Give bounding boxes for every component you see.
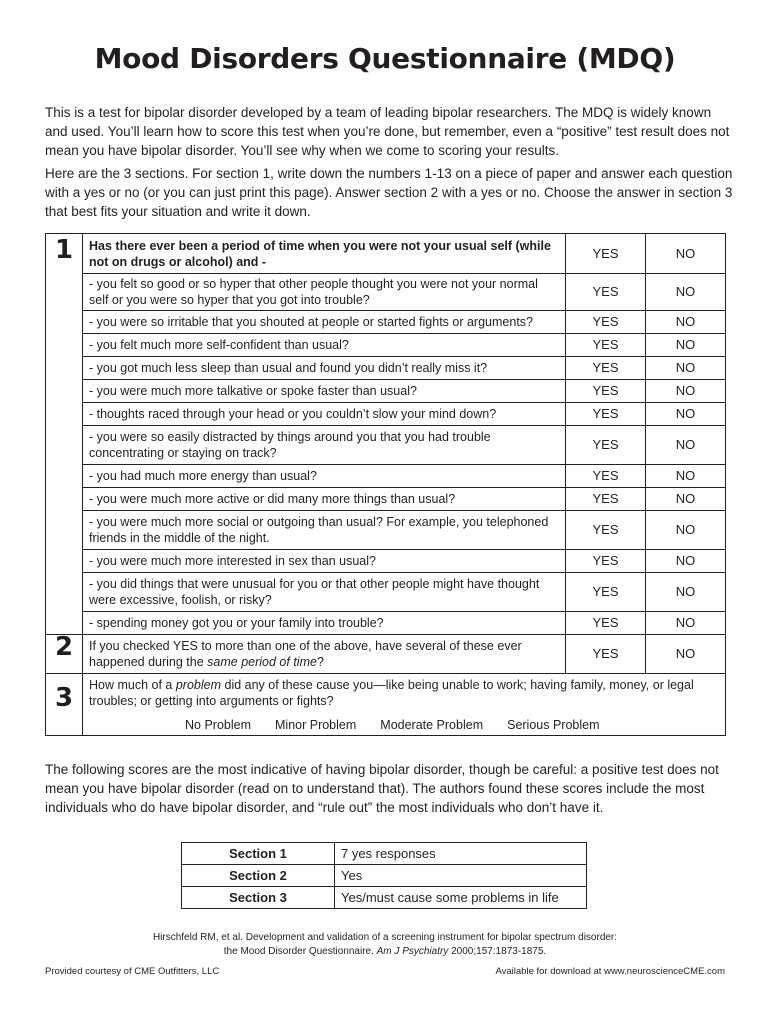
score-criterion: Yes	[335, 865, 587, 887]
yes-option[interactable]: YES	[566, 550, 646, 573]
intro-paragraph: This is a test for bipolar disorder developed by a team of leading bipolar researchers. The MDQ is widely known and used. You’ll learn how to score this test when you’re done, but remember, even a “positive” test result does not mean you have bipolar disorder. You’ll see why when we come to scoring your results.	[45, 105, 730, 158]
section1-heading: Has there ever been a period of time when you were not your usual self (while not on drugs or alcohol) and -	[83, 234, 566, 274]
yes-option[interactable]: YES	[566, 488, 646, 511]
question-row	[46, 488, 726, 511]
no-option[interactable]: NO	[646, 550, 726, 573]
no-option[interactable]: NO	[646, 573, 726, 612]
yes-option[interactable]: YES	[566, 311, 646, 334]
section3-question: How much of a problem did any of these cause you—like being unable to work; having family, money, or legal troubles; or getting into arguments or fights?	[89, 678, 694, 708]
question-row	[46, 334, 726, 357]
yes-option[interactable]: YES	[566, 612, 646, 635]
no-option[interactable]: NO	[646, 403, 726, 426]
score-criterion: Yes/must cause some problems in life	[335, 887, 587, 909]
no-option[interactable]: NO	[646, 311, 726, 334]
question-text: - you were so easily distracted by things around you that you had trouble concentrating or staying on track?	[83, 426, 566, 465]
question-text: - you felt much more self-confident than usual?	[83, 334, 566, 357]
question-text: - you felt so good or so hyper that other people thought you were not your normal self or you were so hyper that you got into trouble?	[83, 274, 566, 311]
no-option[interactable]: NO	[646, 357, 726, 380]
yes-option[interactable]: YES	[566, 426, 646, 465]
yes-option[interactable]: YES	[566, 334, 646, 357]
citation	[0, 931, 770, 959]
citation-line-2: the Mood Disorder Questionnaire. Am J Psychiatry 2000;157:1873-1875.	[223, 946, 547, 957]
scoring-paragraph: The following scores are the most indicative of having bipolar disorder, though be careful: a positive test does not mean you have bipolar disorder (read on to understand that). The authors found these scores include the most individuals who do have bipolar disorder, and “rule out” the most individuals who don’t have it.	[45, 762, 719, 815]
yes-option[interactable]: YES	[566, 573, 646, 612]
section2-number: 2	[46, 635, 83, 674]
question-text: - you were much more active or did many more things than usual?	[83, 488, 566, 511]
question-row	[46, 426, 726, 465]
score-section: Section 3	[182, 887, 335, 909]
question-row	[46, 274, 726, 311]
yes-option[interactable]: YES	[566, 511, 646, 550]
yes-option[interactable]: YES	[566, 635, 646, 674]
page-title: Mood Disorders Questionnaire (MDQ)	[94, 42, 676, 75]
option-serious-problem[interactable]: Serious Problem	[507, 718, 600, 732]
yes-option[interactable]: YES	[566, 357, 646, 380]
citation-line-1: Hirschfeld RM, et al. Development and validation of a screening instrument for bipolar spectrum disorder:	[152, 932, 618, 943]
score-criterion: 7 yes responses	[335, 843, 587, 865]
question-text: - you were so irritable that you shouted at people or started fights or arguments?	[83, 311, 566, 334]
section3-options	[89, 717, 719, 733]
section1-number: 1	[46, 234, 83, 635]
no-option[interactable]: NO	[646, 612, 726, 635]
question-row	[46, 465, 726, 488]
yes-option[interactable]: YES	[566, 380, 646, 403]
score-row	[182, 843, 587, 865]
footer-courtesy: Provided courtesy of CME Outfitters, LLC	[45, 966, 220, 977]
option-moderate-problem[interactable]: Moderate Problem	[380, 718, 484, 732]
section1-heading-row	[46, 234, 726, 274]
yes-option[interactable]: YES	[566, 403, 646, 426]
question-text: - spending money got you or your family into trouble?	[83, 612, 566, 635]
section3-number: 3	[46, 674, 83, 736]
question-row	[46, 403, 726, 426]
no-option[interactable]: NO	[646, 488, 726, 511]
option-minor-problem[interactable]: Minor Problem	[275, 718, 357, 732]
score-row	[182, 887, 587, 909]
question-row	[46, 357, 726, 380]
question-row	[46, 311, 726, 334]
no-option[interactable]: NO	[646, 234, 726, 274]
no-option[interactable]: NO	[646, 380, 726, 403]
footer-download-link[interactable]: Available for download at www.neuroscienceCME.com	[495, 966, 725, 977]
question-row	[46, 550, 726, 573]
scores-table	[181, 842, 587, 909]
section3-row	[46, 674, 726, 736]
no-option[interactable]: NO	[646, 426, 726, 465]
question-row	[46, 380, 726, 403]
question-row	[46, 612, 726, 635]
yes-option[interactable]: YES	[566, 274, 646, 311]
no-option[interactable]: NO	[646, 465, 726, 488]
yes-option[interactable]: YES	[566, 465, 646, 488]
option-no-problem[interactable]: No Problem	[185, 718, 251, 732]
yes-option[interactable]: YES	[566, 234, 646, 274]
section3-cell	[83, 674, 726, 736]
question-text: - you were much more social or outgoing than usual? For example, you telephoned friends in the middle of the night.	[83, 511, 566, 550]
question-text: - you got much less sleep than usual and found you didn’t really miss it?	[83, 357, 566, 380]
score-row	[182, 865, 587, 887]
score-section: Section 2	[182, 865, 335, 887]
question-text: - thoughts raced through your head or you couldn’t slow your mind down?	[83, 403, 566, 426]
question-row	[46, 573, 726, 612]
no-option[interactable]: NO	[646, 334, 726, 357]
question-text: - you had much more energy than usual?	[83, 465, 566, 488]
no-option[interactable]: NO	[646, 635, 726, 674]
instructions-paragraph: Here are the 3 sections. For section 1, write down the numbers 1-13 on a piece of paper and answer each question with a yes or no (or you can just print this page). Answer section 2 with a yes or no. Choose the answer in section 3 that best fits your situation and write it down.	[45, 166, 733, 219]
question-text: - you did things that were unusual for you or that other people might have thought were excessive, foolish, or risky?	[83, 573, 566, 612]
question-text: - you were much more interested in sex than usual?	[83, 550, 566, 573]
section2-question: If you checked YES to more than one of the above, have several of these ever happened during the same period of time?	[83, 635, 566, 674]
score-section: Section 1	[182, 843, 335, 865]
question-row	[46, 511, 726, 550]
questionnaire-table	[45, 233, 726, 736]
question-text: - you were much more talkative or spoke faster than usual?	[83, 380, 566, 403]
section2-row	[46, 635, 726, 674]
no-option[interactable]: NO	[646, 274, 726, 311]
no-option[interactable]: NO	[646, 511, 726, 550]
